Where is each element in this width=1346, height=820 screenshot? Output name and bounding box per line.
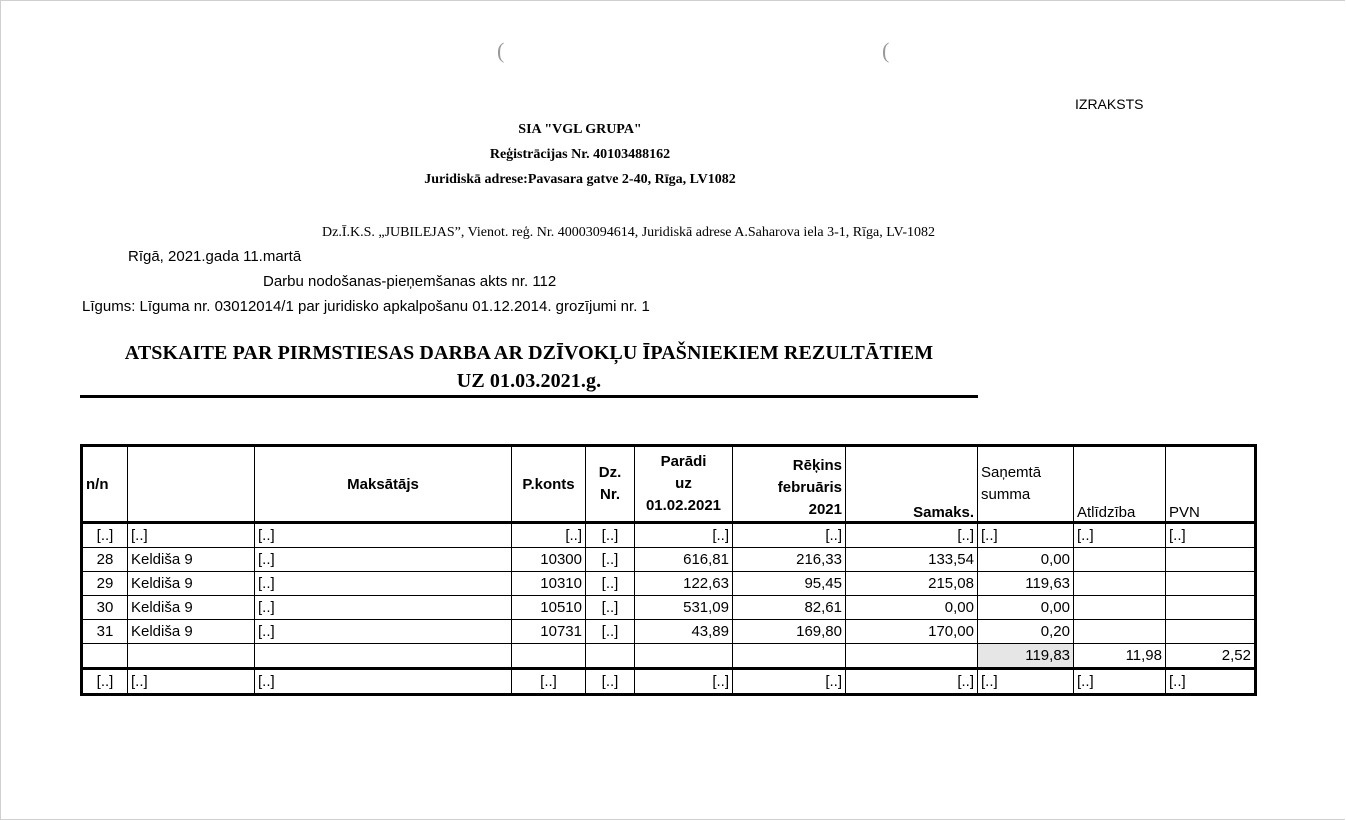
col-header-received-2: summa xyxy=(981,486,1031,503)
cell-apartment: [..] xyxy=(586,548,635,572)
cell-vat xyxy=(1166,548,1256,572)
cell-fee xyxy=(1074,572,1166,596)
cell-received: [..] xyxy=(978,523,1074,548)
cell-debt: 122,63 xyxy=(635,572,733,596)
report-title-line2: UZ 01.03.2021.g. xyxy=(456,370,602,392)
cell-address: Keldiša 9 xyxy=(128,548,255,572)
col-header-address xyxy=(128,446,255,523)
col-header-invoice-3: 2021 xyxy=(808,501,842,518)
cell-nn: [..] xyxy=(82,523,128,548)
cell-account: 10510 xyxy=(512,596,586,620)
table-row xyxy=(82,572,1256,596)
col-header-apartment-1: Dz. xyxy=(598,464,622,481)
cell-invoice: 95,45 xyxy=(733,572,846,596)
cell-empty xyxy=(128,644,255,669)
table-row xyxy=(82,669,1256,695)
cell-apartment: [..] xyxy=(586,620,635,644)
cell-invoice: [..] xyxy=(733,669,846,695)
col-header-apartment xyxy=(586,446,635,523)
col-header-payer: Maksātājs xyxy=(255,446,512,523)
cell-address: [..] xyxy=(128,669,255,695)
scan-mark-right: ( xyxy=(882,38,890,63)
cell-account: 10300 xyxy=(512,548,586,572)
cell-apartment: [..] xyxy=(586,523,635,548)
cell-empty xyxy=(255,644,512,669)
cell-paid: 0,00 xyxy=(846,596,978,620)
total-fee: 11,98 xyxy=(1074,644,1166,669)
cell-apartment: [..] xyxy=(586,572,635,596)
company-address: Juridiskā adrese:Pavasara gatve 2-40, Rīga, LV1082 xyxy=(424,172,736,187)
cell-paid: 133,54 xyxy=(846,548,978,572)
cell-payer: [..] xyxy=(255,620,512,644)
cell-fee xyxy=(1074,620,1166,644)
col-header-debt xyxy=(635,446,733,523)
cell-empty xyxy=(846,644,978,669)
cell-received: [..] xyxy=(978,669,1074,695)
report-table xyxy=(80,444,1257,696)
col-header-debt-2: uz xyxy=(675,475,692,492)
cell-account: 10310 xyxy=(512,572,586,596)
cell-nn: [..] xyxy=(82,669,128,695)
cell-fee xyxy=(1074,596,1166,620)
cell-vat xyxy=(1166,620,1256,644)
cell-account: 10731 xyxy=(512,620,586,644)
cell-received: 0,20 xyxy=(978,620,1074,644)
col-header-invoice-1: Rēķins xyxy=(792,457,842,474)
cell-empty xyxy=(635,644,733,669)
date-line: Rīgā, 2021.gada 11.martā xyxy=(128,248,302,265)
client-line: Dz.Ī.K.S. „JUBILEJAS”, Vienot. reģ. Nr. 40003094614, Juridiskā adrese A.Saharova iela 3-1, Rīga, LV-1082 xyxy=(322,225,935,240)
cell-payer: [..] xyxy=(255,596,512,620)
act-line: Darbu nodošanas-pieņemšanas akts nr. 112 xyxy=(263,273,557,290)
cell-vat: [..] xyxy=(1166,669,1256,695)
cell-invoice: 82,61 xyxy=(733,596,846,620)
cell-vat xyxy=(1166,572,1256,596)
col-header-paid: Samaks. xyxy=(846,446,978,523)
table-row xyxy=(82,523,1256,548)
cell-fee xyxy=(1074,548,1166,572)
cell-vat xyxy=(1166,596,1256,620)
cell-received: 0,00 xyxy=(978,596,1074,620)
cell-address: [..] xyxy=(128,523,255,548)
cell-payer: [..] xyxy=(255,548,512,572)
cell-account: [..] xyxy=(512,523,586,548)
totals-row xyxy=(82,644,1256,669)
cell-invoice: [..] xyxy=(733,523,846,548)
company-registration: Reģistrācijas Nr. 40103488162 xyxy=(489,147,671,162)
total-vat: 2,52 xyxy=(1166,644,1256,669)
cell-debt: 531,09 xyxy=(635,596,733,620)
cell-received: 0,00 xyxy=(978,548,1074,572)
cell-address: Keldiša 9 xyxy=(128,596,255,620)
cell-payer: [..] xyxy=(255,669,512,695)
cell-address: Keldiša 9 xyxy=(128,620,255,644)
col-header-invoice xyxy=(733,446,846,523)
cell-paid: [..] xyxy=(846,523,978,548)
cell-address: Keldiša 9 xyxy=(128,572,255,596)
cell-fee: [..] xyxy=(1074,669,1166,695)
cell-nn: 29 xyxy=(82,572,128,596)
col-header-apartment-2: Nr. xyxy=(599,486,620,503)
cell-debt: [..] xyxy=(635,523,733,548)
cell-empty xyxy=(512,644,586,669)
cell-invoice: 216,33 xyxy=(733,548,846,572)
cell-nn: 28 xyxy=(82,548,128,572)
cell-paid: 215,08 xyxy=(846,572,978,596)
cell-vat: [..] xyxy=(1166,523,1256,548)
cell-debt: 616,81 xyxy=(635,548,733,572)
cell-nn: 30 xyxy=(82,596,128,620)
cell-payer: [..] xyxy=(255,572,512,596)
col-header-fee: Atlīdzība xyxy=(1074,446,1166,523)
col-header-received-1: Saņemtā xyxy=(981,464,1042,481)
report-title-line1: ATSKAITE PAR PIRMSTIESAS DARBA AR DZĪVOKĻU ĪPAŠNIEKIEM REZULTĀTIEM xyxy=(124,342,934,364)
col-header-received xyxy=(978,446,1074,523)
cell-debt: [..] xyxy=(635,669,733,695)
table-header-row xyxy=(82,446,1256,523)
cell-empty xyxy=(586,644,635,669)
stamp-label: IZRAKSTS xyxy=(1075,96,1144,112)
table-row xyxy=(82,620,1256,644)
cell-paid: 170,00 xyxy=(846,620,978,644)
cell-fee: [..] xyxy=(1074,523,1166,548)
table-row xyxy=(82,548,1256,572)
cell-empty xyxy=(82,644,128,669)
total-received: 119,83 xyxy=(978,644,1074,669)
col-header-nn: n/n xyxy=(82,446,128,523)
cell-empty xyxy=(733,644,846,669)
cell-paid: [..] xyxy=(846,669,978,695)
col-header-debt-3: 01.02.2021 xyxy=(645,497,722,514)
company-name: SIA "VGL GRUPA" xyxy=(518,122,642,137)
title-underline xyxy=(80,395,978,398)
scan-mark-left: ( xyxy=(497,38,505,63)
cell-account: [..] xyxy=(512,669,586,695)
table-row xyxy=(82,596,1256,620)
cell-invoice: 169,80 xyxy=(733,620,846,644)
col-header-account: P.konts xyxy=(512,446,586,523)
col-header-vat: PVN xyxy=(1166,446,1256,523)
cell-nn: 31 xyxy=(82,620,128,644)
cell-received: 119,63 xyxy=(978,572,1074,596)
cell-payer: [..] xyxy=(255,523,512,548)
cell-debt: 43,89 xyxy=(635,620,733,644)
cell-apartment: [..] xyxy=(586,596,635,620)
col-header-debt-1: Parādi xyxy=(660,453,707,470)
contract-line: Līgums: Līguma nr. 03012014/1 par juridisko apkalpošanu 01.12.2014. grozījumi nr. 1 xyxy=(82,298,650,315)
cell-apartment: [..] xyxy=(586,669,635,695)
col-header-invoice-2: februāris xyxy=(777,479,842,496)
